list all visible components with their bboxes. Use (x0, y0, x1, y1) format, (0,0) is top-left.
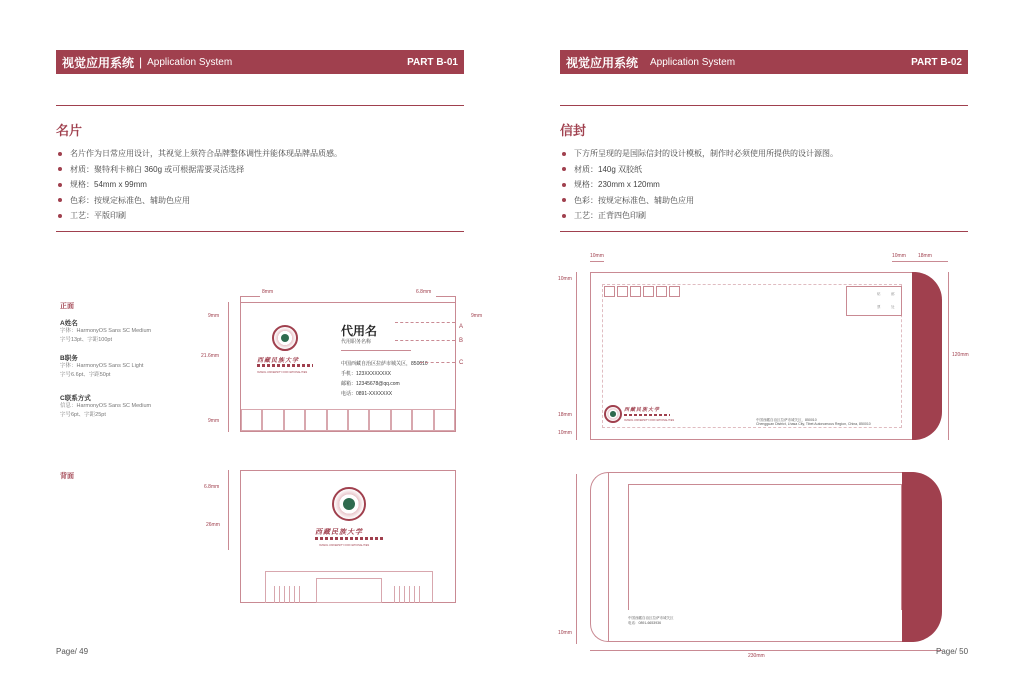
dim-label: 10mm (558, 276, 572, 282)
tibetan-script (624, 414, 670, 416)
header-zh: 视觉应用系统 (62, 55, 135, 70)
dim-label: 26mm (206, 522, 220, 528)
divider (56, 231, 464, 232)
right-page (512, 0, 1024, 699)
university-name: 西藏民族大学 (624, 407, 661, 413)
spec-a-line: 字体：HarmonyOS Sans SC Medium (60, 328, 152, 334)
address-line: Chengguan District, Lhasa City, Tibet Autonomous Region, China, 850010 (756, 422, 871, 426)
bullet-item: 规格：54mm x 99mm (58, 177, 342, 193)
university-en: XIZANG UNIVERSITY FOR NATIONALITIES (319, 544, 370, 547)
bullet-item: 工艺：平版印刷 (58, 208, 342, 224)
bullet-item: 规格：230mm x 120mm (562, 177, 838, 193)
spec-a-line: 字号13pt、字距100pt (60, 337, 112, 343)
stamp-text: 贴 (877, 292, 881, 296)
spec-c-line: 信息：HarmonyOS Sans SC Medium (60, 403, 152, 409)
dim-label: 10mm (892, 253, 906, 259)
bullet-item: 色彩：按规定标准色、辅助色应用 (58, 193, 342, 209)
bullet-list (562, 146, 838, 224)
envelope-flap (902, 472, 942, 642)
stamp-text: 处 (891, 305, 895, 309)
bullet-item: 色彩：按规定标准色、辅助色应用 (562, 193, 838, 209)
tibetan-script (315, 537, 383, 540)
envelope-front (590, 272, 942, 440)
card-phone: 手机：123XXXXXXXX (341, 371, 392, 377)
page-header (56, 50, 464, 74)
university-logo (332, 487, 366, 521)
stamp-text: 邮 (891, 292, 895, 296)
divider (560, 231, 968, 232)
marker-c: C (459, 360, 464, 366)
header-zh: 视觉应用系统 (566, 55, 639, 70)
card-name: 代用名 (341, 324, 378, 338)
dim-label: 10mm (558, 630, 572, 636)
card-address: 中国西藏自治区拉萨市城关区，850010 (341, 361, 428, 367)
university-name: 西藏民族大学 (257, 358, 300, 364)
dim-label: 9mm (208, 313, 220, 319)
envelope-flap (912, 272, 942, 440)
postcode-boxes (604, 286, 680, 297)
spec-b-line: 字号6.6pt、字距50pt (60, 372, 111, 378)
university-name: 西藏民族大学 (315, 529, 363, 536)
bullet-item: 下方所呈现的是国际信封的设计模板，制作时必须使用所提供的设计源图。 (562, 146, 838, 162)
card-email: 邮箱：12345678@qq.com (341, 381, 400, 387)
dim-label: 18mm (918, 253, 932, 259)
card-tel: 电话：0891-XXXXXXX (341, 391, 393, 397)
spec-c-line: 字号6pt、字距25pt (60, 412, 106, 418)
dim-label: 9mm (208, 418, 220, 424)
section-title: 名片 (56, 123, 83, 138)
university-logo (604, 405, 622, 423)
spec-b-title: B职务 (60, 355, 78, 362)
section-title: 信封 (560, 123, 587, 138)
business-card-back (240, 470, 456, 603)
university-en: XIZANG UNIVERSITY FOR NATIONALITIES (624, 419, 675, 422)
university-en: XIZANG UNIVERSITY FOR NATIONALITIES (257, 371, 308, 374)
spec-a-title: A姓名 (60, 320, 78, 327)
header-en: Application System (147, 56, 233, 68)
dim-label: 10mm (558, 430, 572, 436)
back-label: 背面 (60, 473, 74, 480)
envelope-back-address (628, 616, 674, 626)
dim-label: 21.6mm (201, 353, 220, 359)
university-logo (272, 325, 298, 351)
spec-b-line: 字体：HarmonyOS Sans SC Light (60, 363, 144, 369)
dim-label: 230mm (748, 653, 765, 659)
header-part: PART B-02 (911, 56, 962, 68)
spec-c-title: C联系方式 (60, 395, 91, 402)
pattern-band (241, 409, 455, 431)
page-header (560, 50, 968, 74)
dim-label: 6.8mm (204, 484, 220, 490)
tibetan-script (257, 364, 313, 367)
address-line: 中国西藏自治区拉萨市城关区，850010 (756, 418, 817, 422)
marker-a: A (459, 324, 464, 330)
bullet-item: 名片作为日常应用设计，其视觉上须符合品牌整体调性并能体现品牌品质感。 (58, 146, 342, 162)
dim-label: 120mm (952, 352, 969, 358)
divider (560, 105, 968, 106)
card-title: 代用职务名称 (341, 339, 372, 345)
bullet-item: 材质：聚特利卡棉白 360g 或可根据需要灵活选择 (58, 162, 342, 178)
header-en: Application System (650, 56, 736, 68)
envelope-address (756, 418, 871, 426)
bullet-list (58, 146, 342, 224)
dim-label: 9mm (471, 313, 483, 319)
bullet-item: 材质：140g 双胶纸 (562, 162, 838, 178)
bullet-item: 工艺：正背四色印刷 (562, 208, 838, 224)
page-number: Page/ 49 (56, 647, 89, 656)
dim-label: 18mm (558, 412, 572, 418)
address-line: 中国西藏自治区拉萨市城关区 (628, 616, 674, 620)
card-contact (341, 359, 428, 399)
building-illustration (265, 571, 433, 603)
front-label: 正面 (60, 303, 74, 310)
address-line: 电话：0891-6653936 (628, 621, 662, 625)
dim-label: 6.8mm (416, 289, 432, 295)
dim-label: 10mm (590, 253, 604, 259)
marker-b: B (459, 338, 464, 344)
stamp-text: 票 (877, 305, 881, 309)
header-separator: | (139, 55, 143, 69)
page-number: Page/ 50 (936, 647, 969, 656)
dim-label: 8mm (262, 289, 274, 295)
divider (56, 105, 464, 106)
header-part: PART B-01 (407, 56, 458, 68)
stamp-box (846, 286, 902, 316)
envelope-back (590, 472, 942, 642)
